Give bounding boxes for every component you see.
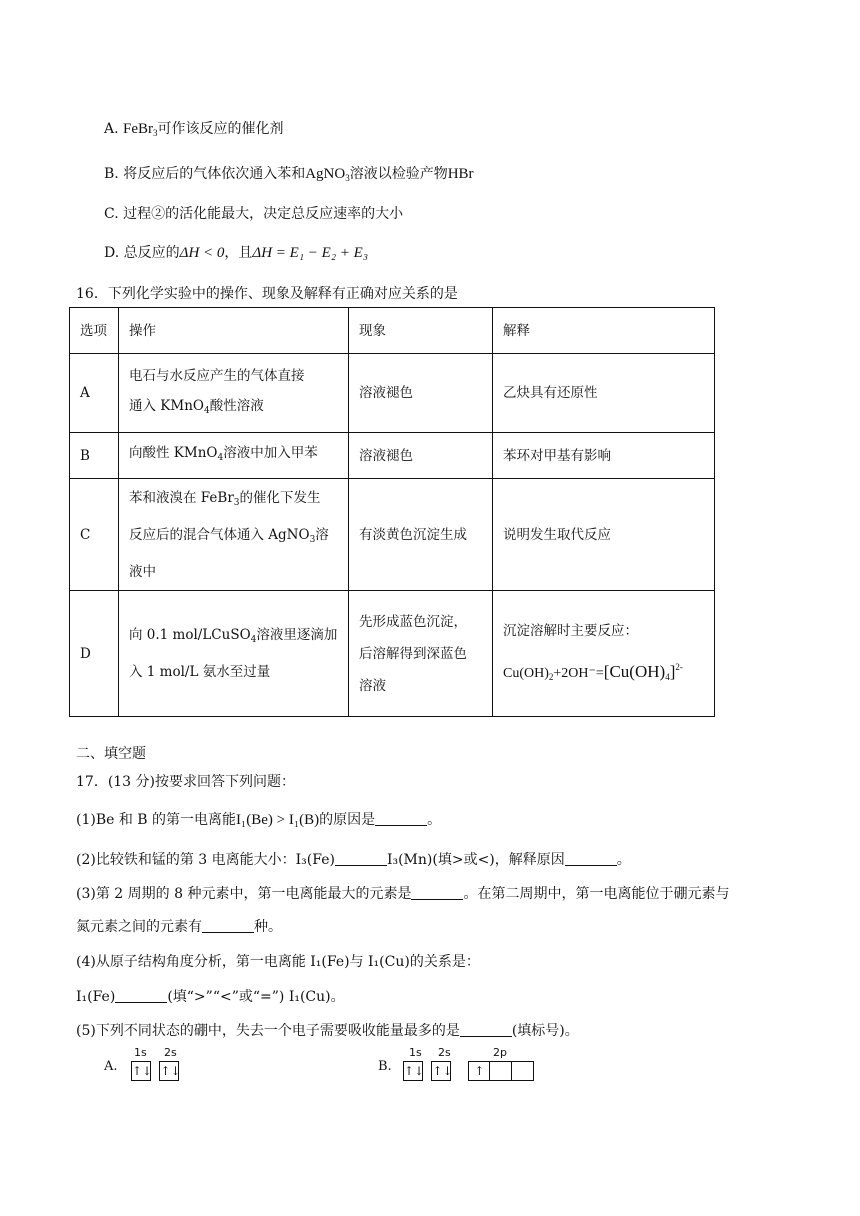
q17-part3-line1: (3)第 2 周期的 8 种元素中，第一电离能最大的元素是 。在第二周期中，第一电离能位于硼元素与 [76,886,730,902]
q17-part2: (2)比较铁和锰的第 3 电离能大小：I₃(Fe) I₃(Mn)(填>或<)，解释原因 。 [76,852,631,868]
answer-blank[interactable] [411,887,463,900]
answer-blank[interactable] [565,853,617,866]
table-row: C 苯和液溴在 FeBr$_3$的催化下发生 反应后的混合气体通入 AgNO$_3$溶 液中 有淡黄色沉淀生成 说明发生取代反应 [70,479,715,591]
febr3-formula: FeBr$_3$ [123,121,158,138]
header-phenomenon: 现象 [349,308,493,354]
option-a-text: 可作该反应的催化剂 [157,121,284,137]
answer-blank[interactable] [460,1024,512,1037]
answer-blank[interactable] [375,813,427,826]
delta-h-equation: ΔH = E₁ − E₂ + E₃ [252,245,369,261]
answer-blank[interactable] [115,990,167,1003]
option-b: B. 将反应后的气体依次通入苯和AgNO$_3$溶液以检验产物HBr [104,166,474,183]
orbital-label-1s: 1s [409,1046,422,1059]
answer-blank[interactable] [335,853,387,866]
q17-part4-line1: (4)从原子结构角度分析，第一电离能 I₁(Fe)与 I₁(Cu)的关系是： [76,954,480,970]
ionization-formula: I₁(Be) > I₁(B) [236,812,320,828]
q17-part4-line2: I₁(Fe) (填“>”“<”或“=”) I₁(Cu)。 [76,989,345,1005]
orbital-label-2s: 2s [438,1046,451,1059]
q17-title: 17．(13 分)按要求回答下列问题： [76,774,296,790]
hbr-formula: HBr [447,166,474,182]
q17-part1: (1)Be 和 B 的第一电离能I₁(Be) > I₁(B)的原因是 。 [76,812,442,828]
q16-title: 16．下列化学实验中的操作、现象及解释有正确对应关系的是 [76,286,458,302]
orbital-diagram-a [131,1061,179,1081]
table-row: B 向酸性 KMnO$_4$溶液中加入甲苯 溶液褪色 苯环对甲基有影响 [70,433,715,479]
header-option: 选项 [70,308,119,354]
orbital-1s-box: ↑↓ [131,1061,151,1081]
orbital-2p-box [512,1061,534,1081]
orbital-2s-box: ↑↓ [159,1061,179,1081]
orbital-label-2p: 2p [493,1046,507,1059]
header-explanation: 解释 [493,308,715,354]
table-row: D 向 0.1 mol/LCuSO$_4$溶液里逐滴加 入 1 mol/L 氨水至过量 先形成蓝色沉淀， 后溶解得到深蓝色 溶液 沉淀溶解时主要反应： $Cu(OH)_2+2OH^-=[Cu(OH)_4]^{2-}$ [70,591,715,717]
orbital-diagram-b [403,1061,534,1081]
orbital-label-1s: 1s [134,1046,147,1059]
answer-blank[interactable] [202,920,254,933]
orbital-a-label: A. [104,1059,118,1074]
q16-table [69,307,715,717]
option-a [104,118,284,138]
q17-part5: (5)下列不同状态的硼中，失去一个电子需要吸收能量最多的是 (填标号)。 [76,1023,579,1039]
orbital-b-label: B. [378,1059,392,1074]
orbital-2p-box: ↑ [468,1061,490,1081]
section-heading: 二、填空题 [76,746,146,762]
option-d: D. 总反应的ΔH < 0，且ΔH = E₁ − E₂ + E₃ [104,245,369,261]
complex-equation: $Cu(OH)_2+2OH^-=[Cu(OH)_4]^{2-}$ [503,661,683,682]
table-row: A 电石与水反应产生的气体直接 通入 KMnO$_4$酸性溶液 溶液褪色 乙炔具有还原性 [70,354,715,433]
table-header-row [70,308,715,354]
q17-part3-line2: 氮元素之间的元素有 种。 [76,919,282,935]
option-c: C. 过程②的活化能最大，决定总反应速率的大小 [104,206,404,222]
header-operation: 操作 [119,308,349,354]
orbital-2s-box: ↑↓ [431,1061,451,1081]
orbital-1s-box: ↑↓ [403,1061,423,1081]
option-a-label: A. [104,121,119,137]
orbital-2p-box [490,1061,512,1081]
orbital-label-2s: 2s [164,1046,177,1059]
agno3-formula: AgNO$_3$ [305,166,350,183]
delta-h-condition: ΔH < 0 [179,245,225,261]
